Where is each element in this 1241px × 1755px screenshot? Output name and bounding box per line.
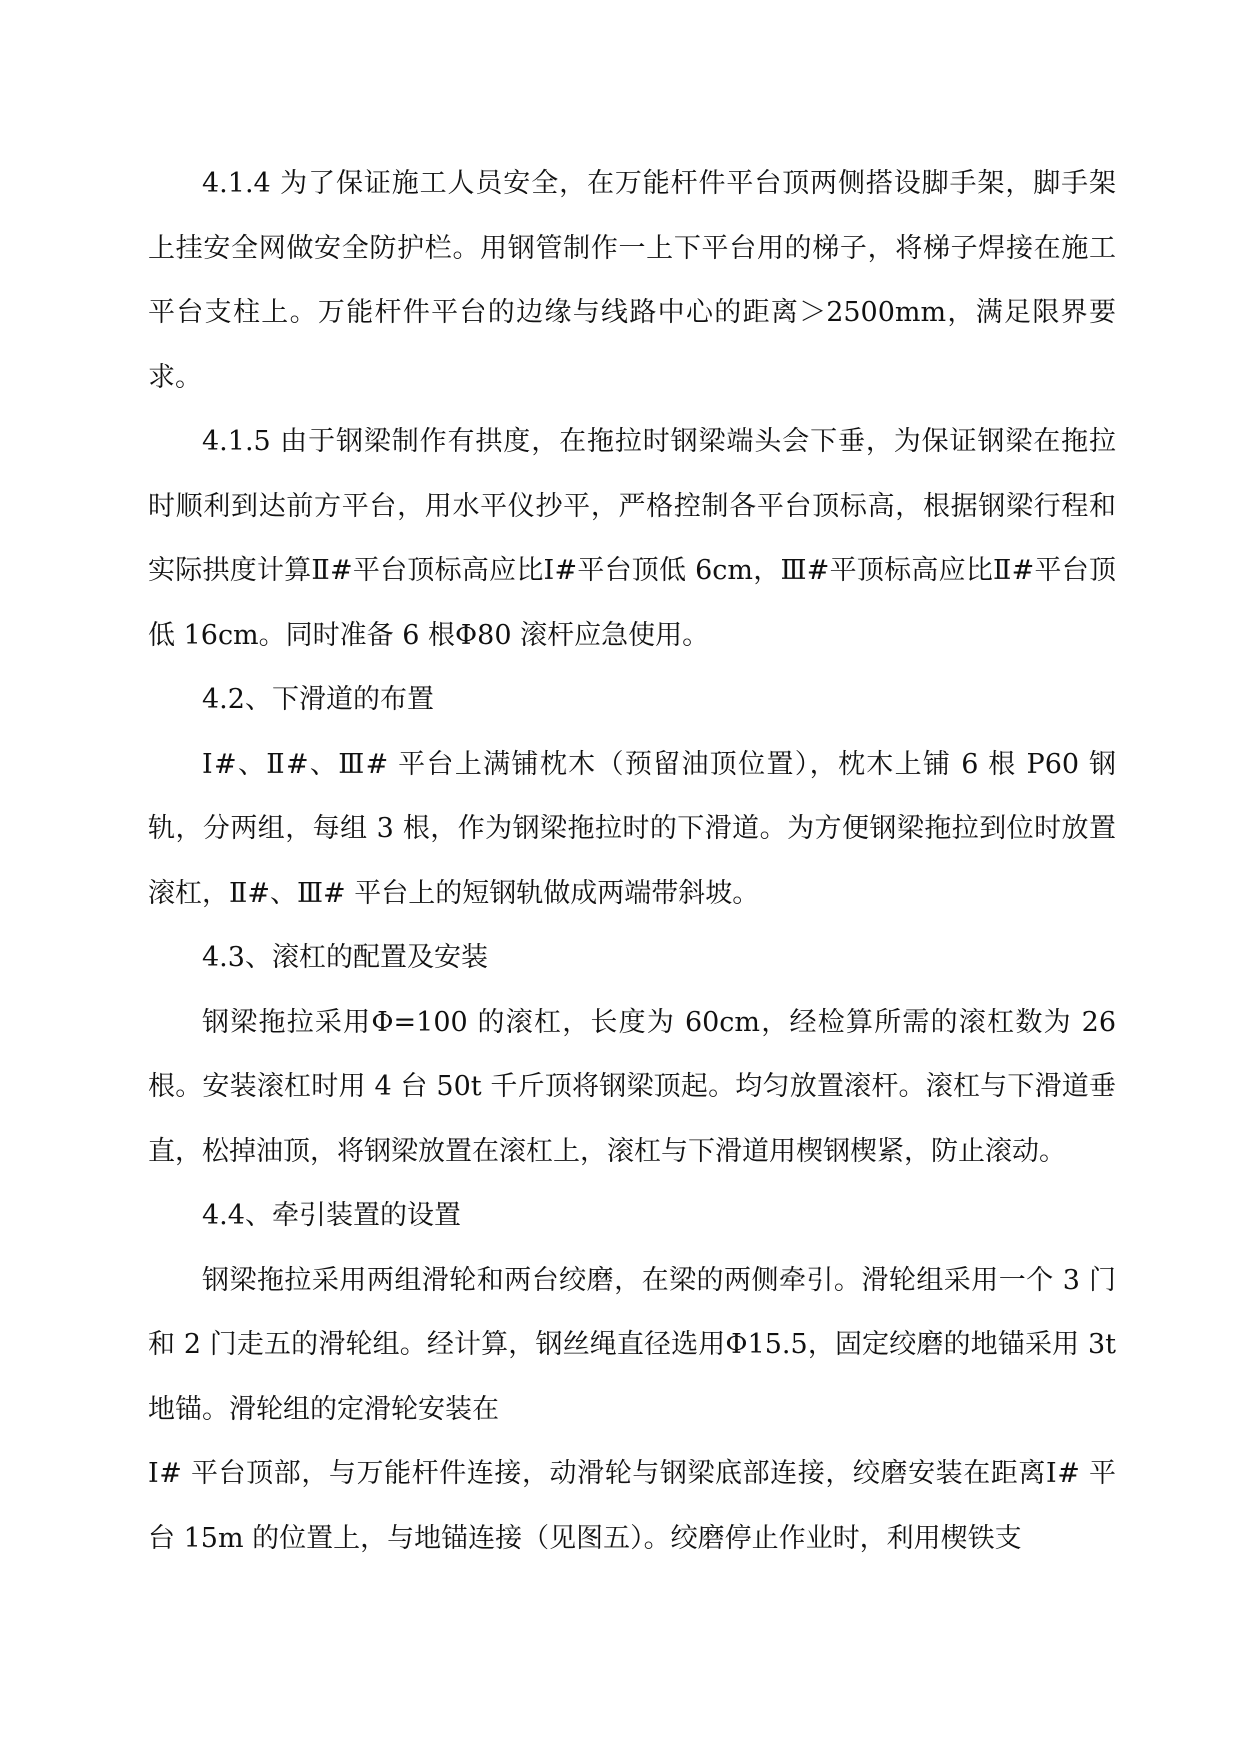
heading-4-3: 4.3、滚杠的配置及安装 (202, 942, 488, 973)
paragraph-4-1-4: 4.1.4 为了保证施工人员安全，在万能杆件平台顶两侧搭设脚手架，脚手架上挂安全网做安全防护栏。用钢管制作一上下平台用的梯子，将梯子焊接在施工平台支柱上。万能杆件平台的边缘与线路中心的距离＞2500mm，满足限界要求。 (148, 168, 1116, 393)
heading-4-4: 4.4、牵引装置的设置 (202, 1200, 461, 1231)
paragraph-traction: 钢梁拖拉采用两组滑轮和两台绞磨，在梁的两侧牵引。滑轮组采用一个 3 门和 2 门走五的滑轮组。经计算，钢丝绳直径选用Φ15.5，固定绞磨的地锚采用 3t 地锚。滑轮组的定滑轮安装在 (148, 1264, 1116, 1425)
paragraph-rollers: 钢梁拖拉采用Φ=100 的滚杠，长度为 60cm，经检算所需的滚杠数为 26 根。安装滚杠时用 4 台 50t 千斤顶将钢梁顶起。均匀放置滚杆。滚杠与下滑道垂直，松掉油顶，将钢梁放置在滚杠上，滚杠与下滑道用楔钢楔紧，防止滚动。 (148, 1006, 1116, 1167)
heading-4-2: 4.2、下滑道的布置 (202, 684, 434, 715)
paragraph-lower-slideway: Ⅰ#、Ⅱ#、Ⅲ# 平台上满铺枕木（预留油顶位置），枕木上铺 6 根 P60 钢轨，分两组，每组 3 根，作为钢梁拖拉时的下滑道。为方便钢梁拖拉到位时放置滚杠，Ⅱ#、Ⅲ# 平台上的短钢轨做成两端带斜坡。 (148, 748, 1116, 909)
document-body (148, 152, 1116, 1571)
paragraph-pulley-continued: Ⅰ# 平台顶部，与万能杆件连接，动滑轮与钢梁底部连接，绞磨安装在距离Ⅰ# 平台 15m 的位置上，与地锚连接（见图五）。绞磨停止作业时，利用楔铁支 (148, 1458, 1116, 1554)
paragraph-4-1-5: 4.1.5 由于钢梁制作有拱度，在拖拉时钢梁端头会下垂，为保证钢梁在拖拉时顺利到达前方平台，用水平仪抄平，严格控制各平台顶标高，根据钢梁行程和实际拱度计算Ⅱ#平台顶标高应比Ⅰ#平台顶低 6cm，Ⅲ#平顶标高应比Ⅱ#平台顶低 16cm。同时准备 6 根Φ80 滚杆应急使用。 (148, 426, 1116, 651)
